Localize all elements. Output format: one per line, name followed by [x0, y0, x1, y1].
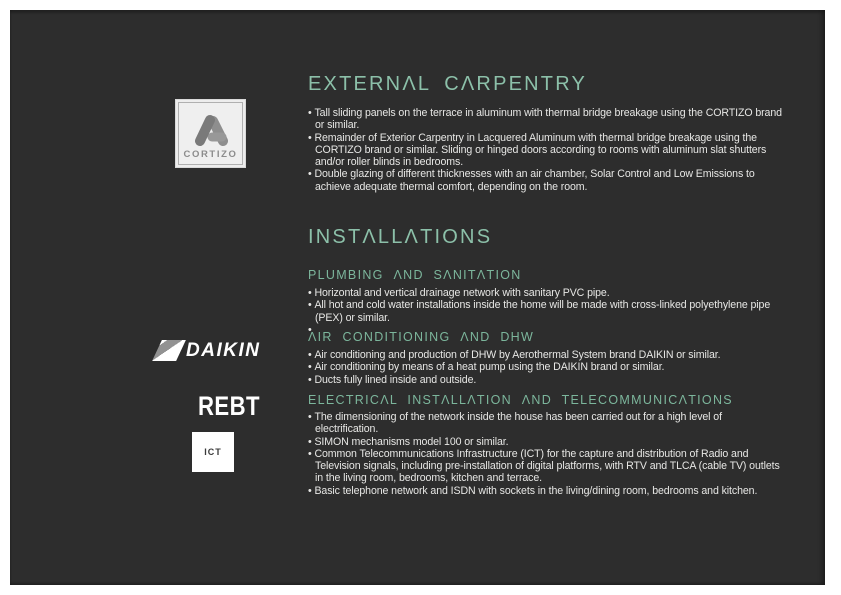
plumbing-bullet-list	[308, 287, 784, 336]
ict-logo	[192, 432, 234, 472]
bullet-item: • Tall sliding panels on the terrace in aluminum with thermal bridge breakage using the CORTIZO brand or similar.	[308, 107, 784, 132]
subsection-title-electrical: ELECTRICΛL INSTΛLLΛTION ΛND TELECOMMUNICΛTIONS	[308, 393, 733, 407]
bullet-item: • The dimensioning of the network inside the house has been carried out for a high level of electrification.	[308, 411, 784, 436]
daikin-wordmark: DAIKIN	[186, 339, 261, 361]
daikin-flag-icon	[152, 340, 186, 361]
bullet-item: • All hot and cold water installations inside the home will be made with cross-linked polyethylene pipe (PEX) or similar.	[308, 299, 784, 324]
bullet-item: • Air conditioning and production of DHW by Aerothermal System brand DAIKIN or similar.	[308, 349, 784, 361]
rebt-logo: REBT	[198, 391, 260, 421]
bullet-item: • Common Telecommunications Infrastructure (ICT) for the capture and distribution of Radio and Television signals, including pre-installation of digital platforms, with RTV and TLCA (cable TV) outlets in the living room, bedrooms, kitchen and terrace.	[308, 448, 784, 485]
electrical-bullet-list	[308, 411, 784, 497]
bullet-item: • Basic telephone network and ISDN with sockets in the living/dining room, bedrooms and kitchen.	[308, 485, 784, 497]
bullet-item: • Remainder of Exterior Carpentry in Lacquered Aluminum with thermal bridge breakage using the CORTIZO brand or similar. Sliding or hinged doors according to rooms with aluminum slat shutters and/or roller blinds in bedrooms.	[308, 132, 784, 169]
section-title-external-carpentry: EXTERNΛL CΛRPENTRY	[308, 73, 588, 95]
cortizo-wordmark: CORTIZO	[183, 149, 238, 160]
air-conditioning-bullet-list	[308, 349, 784, 386]
bullet-item: • Ducts fully lined inside and outside.	[308, 374, 784, 386]
ict-wordmark: ICT	[204, 447, 222, 457]
dark-page-panel	[10, 10, 825, 585]
bullet-item: • Horizontal and vertical drainage network with sanitary PVC pipe.	[308, 287, 784, 299]
cortizo-logo	[175, 99, 246, 168]
external-carpentry-bullet-list	[308, 107, 784, 193]
daikin-logo	[157, 338, 267, 363]
subsection-title-plumbing: PLUMBING ΛND SΛNITΛTION	[308, 268, 522, 282]
bullet-item: • Air conditioning by means of a heat pump using the DAIKIN brand or similar.	[308, 361, 784, 373]
bullet-item: • SIMON mechanisms model 100 or similar.	[308, 436, 784, 448]
section-title-installations: INSTΛLLΛTIONS	[308, 226, 493, 248]
subsection-title-air-conditioning: ΛIR CONDITIONING ΛND DHW	[308, 330, 535, 344]
cortizo-logo-frame	[178, 102, 243, 165]
bullet-item: • Double glazing of different thicknesses with an air chamber, Solar Control and Low Emissions to achieve adequate thermal comfort, depending on the room.	[308, 168, 784, 193]
cortizo-a-mark-icon	[189, 112, 233, 148]
